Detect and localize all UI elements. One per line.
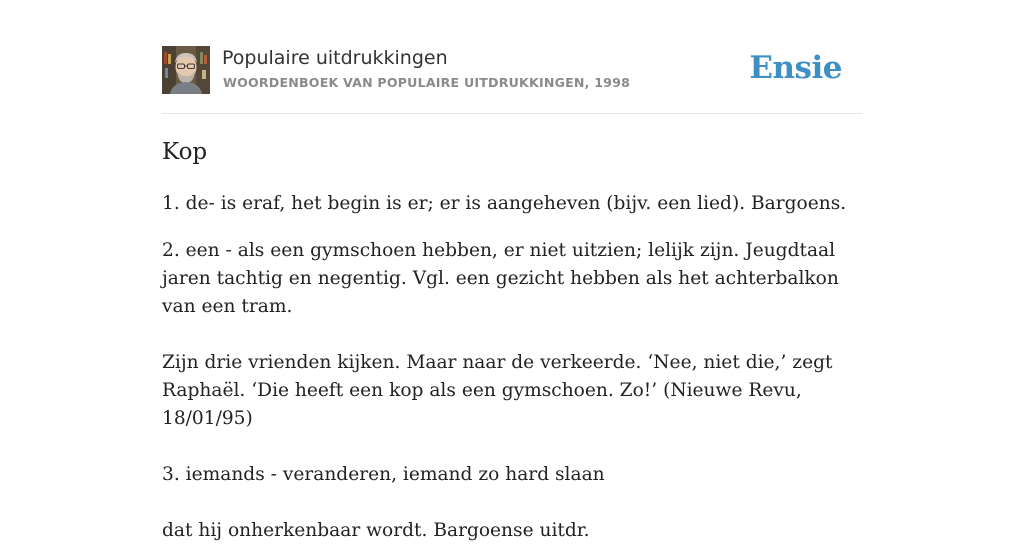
- definition-3: 3. iemands - veranderen, iemand zo hard slaan: [162, 464, 605, 485]
- entry-title: Kop: [162, 139, 208, 165]
- ensie-logo[interactable]: Ensie: [749, 50, 842, 86]
- definition-3-continued: dat hij onherkenbaar wordt. Bargoense uitdr.: [162, 520, 590, 541]
- entry-content: [162, 136, 862, 545]
- author-portrait-icon: [162, 46, 210, 94]
- author-avatar[interactable]: [162, 46, 210, 94]
- definition-2: 2. een - als een gymschoen hebben, er niet uitzien; lelijk zijn. Jeugdtaal jaren tachtig en negentig. Vgl. een gezicht hebben als het achterbalkon van een tram.: [162, 240, 839, 317]
- example-quote: Zijn drie vrienden kijken. Maar naar de verkeerde. ‘Nee, niet die,’ zegt Raphaël. ‘Die heeft een kop als een gymschoen. Zo!’ (Nieuwe Revu, 18/01/95): [162, 352, 833, 429]
- source-title[interactable]: Populaire uitdrukkingen: [222, 47, 448, 69]
- source-header: [162, 46, 862, 96]
- definition-1: 1. de- is eraf, het begin is er; er is aangeheven (bijv. een lied). Bargoens.: [162, 193, 847, 214]
- source-subtitle: WOORDENBOEK VAN POPULAIRE UITDRUKKINGEN, 1998: [223, 75, 631, 90]
- header-divider: [162, 113, 862, 114]
